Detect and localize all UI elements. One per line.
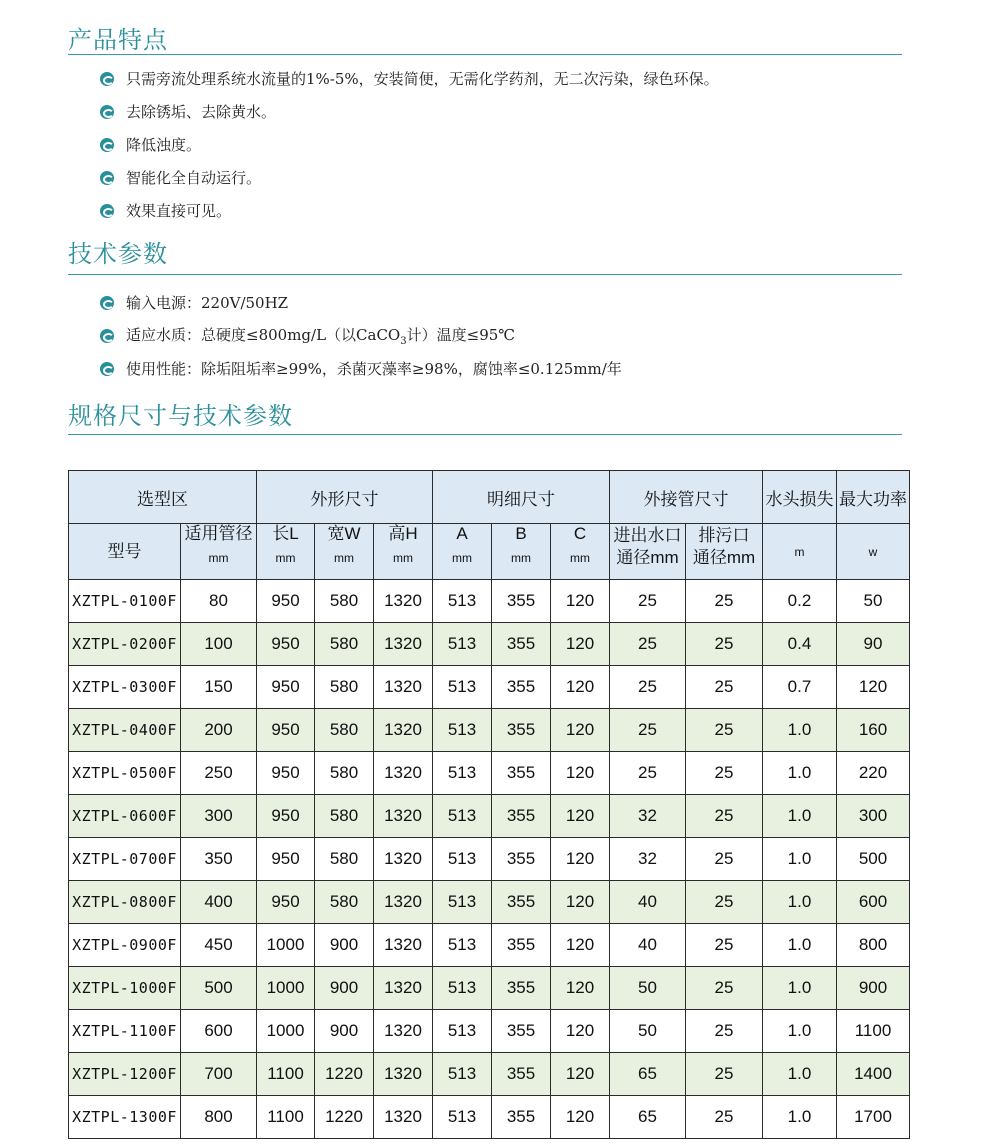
cell-head-loss: 1.0 xyxy=(763,795,837,838)
cell-pipe-diameter: 500 xyxy=(181,967,257,1010)
cell-a: 513 xyxy=(433,709,492,752)
cell-b: 355 xyxy=(492,924,551,967)
cell-pipe-diameter: 250 xyxy=(181,752,257,795)
cell-a: 513 xyxy=(433,795,492,838)
cell-inlet-outlet: 32 xyxy=(610,795,686,838)
cell-pipe-diameter: 400 xyxy=(181,881,257,924)
cell-b: 355 xyxy=(492,795,551,838)
spec-table xyxy=(68,470,910,1139)
cell-head-loss: 1.0 xyxy=(763,1096,837,1139)
cell-max-power: 1700 xyxy=(837,1096,910,1139)
col-drain: 排污口 通径mm xyxy=(686,524,763,580)
bullet-icon xyxy=(100,329,114,343)
cell-b: 355 xyxy=(492,666,551,709)
cell-height: 1320 xyxy=(374,881,433,924)
cell-pipe-diameter: 600 xyxy=(181,1010,257,1053)
group-outer-size: 外形尺寸 xyxy=(257,471,433,524)
cell-model: XZTPL-0800F xyxy=(69,881,181,924)
table-row xyxy=(69,580,910,623)
cell-drain: 25 xyxy=(686,666,763,709)
table-row xyxy=(69,881,910,924)
cell-inlet-outlet: 25 xyxy=(610,623,686,666)
cell-pipe-diameter: 350 xyxy=(181,838,257,881)
table-row xyxy=(69,623,910,666)
features-divider xyxy=(68,54,902,55)
cell-length: 950 xyxy=(257,666,315,709)
cell-a: 513 xyxy=(433,924,492,967)
cell-max-power: 1400 xyxy=(837,1053,910,1096)
cell-drain: 25 xyxy=(686,1053,763,1096)
cell-width: 580 xyxy=(315,752,374,795)
cell-model: XZTPL-0400F xyxy=(69,709,181,752)
cell-height: 1320 xyxy=(374,709,433,752)
cell-b: 355 xyxy=(492,1010,551,1053)
cell-inlet-outlet: 32 xyxy=(610,838,686,881)
table-row xyxy=(69,666,910,709)
bullet-icon xyxy=(100,171,114,185)
cell-b: 355 xyxy=(492,623,551,666)
cell-head-loss: 0.7 xyxy=(763,666,837,709)
cell-length: 1100 xyxy=(257,1053,315,1096)
cell-c: 120 xyxy=(551,967,610,1010)
cell-inlet-outlet: 40 xyxy=(610,924,686,967)
cell-head-loss: 1.0 xyxy=(763,709,837,752)
cell-drain: 25 xyxy=(686,709,763,752)
cell-pipe-diameter: 300 xyxy=(181,795,257,838)
cell-max-power: 1100 xyxy=(837,1010,910,1053)
cell-width: 1220 xyxy=(315,1053,374,1096)
feature-item: 智能化全自动运行。 xyxy=(100,161,719,194)
cell-inlet-outlet: 65 xyxy=(610,1096,686,1139)
cell-head-loss: 1.0 xyxy=(763,967,837,1010)
cell-pipe-diameter: 450 xyxy=(181,924,257,967)
col-pipe-diameter: 适用管径 mm xyxy=(181,524,257,580)
cell-head-loss: 1.0 xyxy=(763,1053,837,1096)
cell-height: 1320 xyxy=(374,967,433,1010)
tech-item-power: 输入电源：220V/50HZ xyxy=(100,286,622,319)
cell-height: 1320 xyxy=(374,752,433,795)
table-row xyxy=(69,752,910,795)
cell-height: 1320 xyxy=(374,1010,433,1053)
col-head-loss-unit: m xyxy=(763,524,837,580)
col-a: A mm xyxy=(433,524,492,580)
cell-model: XZTPL-0500F xyxy=(69,752,181,795)
cell-head-loss: 0.2 xyxy=(763,580,837,623)
cell-a: 513 xyxy=(433,881,492,924)
cell-width: 900 xyxy=(315,1010,374,1053)
tech-item-water: 适应水质：总硬度≤800mg/L（以CaCO$_3$计）温度≤95℃ xyxy=(100,319,622,352)
cell-pipe-diameter: 200 xyxy=(181,709,257,752)
cell-length: 950 xyxy=(257,709,315,752)
tech-divider xyxy=(68,274,902,275)
cell-a: 513 xyxy=(433,967,492,1010)
cell-a: 513 xyxy=(433,838,492,881)
cell-height: 1320 xyxy=(374,1053,433,1096)
cell-model: XZTPL-0700F xyxy=(69,838,181,881)
col-c: C mm xyxy=(551,524,610,580)
cell-width: 900 xyxy=(315,924,374,967)
bullet-icon xyxy=(100,204,114,218)
group-max-power: 最大功率 xyxy=(837,471,910,524)
cell-drain: 25 xyxy=(686,967,763,1010)
cell-width: 580 xyxy=(315,838,374,881)
cell-length: 950 xyxy=(257,623,315,666)
cell-height: 1320 xyxy=(374,924,433,967)
cell-c: 120 xyxy=(551,1096,610,1139)
cell-width: 1220 xyxy=(315,1096,374,1139)
cell-drain: 25 xyxy=(686,1010,763,1053)
cell-length: 950 xyxy=(257,838,315,881)
cell-pipe-diameter: 100 xyxy=(181,623,257,666)
cell-head-loss: 1.0 xyxy=(763,838,837,881)
cell-drain: 25 xyxy=(686,881,763,924)
cell-inlet-outlet: 25 xyxy=(610,709,686,752)
cell-model: XZTPL-1300F xyxy=(69,1096,181,1139)
cell-width: 580 xyxy=(315,795,374,838)
group-select: 选型区 xyxy=(69,471,257,524)
table-row xyxy=(69,1053,910,1096)
cell-height: 1320 xyxy=(374,580,433,623)
spec-title: 规格尺寸与技术参数 xyxy=(68,402,293,430)
cell-a: 513 xyxy=(433,580,492,623)
cell-inlet-outlet: 40 xyxy=(610,881,686,924)
cell-b: 355 xyxy=(492,881,551,924)
col-length: 长L mm xyxy=(257,524,315,580)
cell-max-power: 800 xyxy=(837,924,910,967)
cell-width: 580 xyxy=(315,709,374,752)
table-row xyxy=(69,924,910,967)
tech-title: 技术参数 xyxy=(68,240,168,268)
cell-max-power: 90 xyxy=(837,623,910,666)
cell-width: 580 xyxy=(315,666,374,709)
cell-height: 1320 xyxy=(374,1096,433,1139)
cell-c: 120 xyxy=(551,666,610,709)
cell-length: 1000 xyxy=(257,924,315,967)
cell-length: 950 xyxy=(257,795,315,838)
cell-b: 355 xyxy=(492,580,551,623)
cell-length: 950 xyxy=(257,752,315,795)
cell-b: 355 xyxy=(492,752,551,795)
table-header-col-row xyxy=(69,524,910,580)
spec-table-body xyxy=(69,580,910,1139)
cell-drain: 25 xyxy=(686,1096,763,1139)
cell-a: 513 xyxy=(433,1010,492,1053)
features-title: 产品特点 xyxy=(68,26,168,54)
cell-head-loss: 1.0 xyxy=(763,881,837,924)
table-header-group-row xyxy=(69,471,910,524)
cell-model: XZTPL-0200F xyxy=(69,623,181,666)
cell-model: XZTPL-1100F xyxy=(69,1010,181,1053)
cell-head-loss: 1.0 xyxy=(763,1010,837,1053)
cell-c: 120 xyxy=(551,795,610,838)
cell-b: 355 xyxy=(492,709,551,752)
cell-c: 120 xyxy=(551,838,610,881)
cell-a: 513 xyxy=(433,1053,492,1096)
cell-c: 120 xyxy=(551,881,610,924)
cell-max-power: 160 xyxy=(837,709,910,752)
cell-b: 355 xyxy=(492,1053,551,1096)
cell-width: 900 xyxy=(315,967,374,1010)
cell-head-loss: 1.0 xyxy=(763,924,837,967)
cell-pipe-diameter: 80 xyxy=(181,580,257,623)
feature-item: 效果直接可见。 xyxy=(100,194,719,227)
cell-a: 513 xyxy=(433,623,492,666)
cell-height: 1320 xyxy=(374,838,433,881)
feature-item: 只需旁流处理系统水流量的1%-5%，安装简便，无需化学药剂，无二次污染，绿色环保。 xyxy=(100,62,719,95)
tech-item-performance: 使用性能：除垢阻垢率≥99%，杀菌灭藻率≥98%，腐蚀率≤0.125mm/年 xyxy=(100,352,622,385)
cell-c: 120 xyxy=(551,1053,610,1096)
group-head-loss: 水头损失 xyxy=(763,471,837,524)
cell-c: 120 xyxy=(551,623,610,666)
spec-divider xyxy=(68,434,902,435)
cell-inlet-outlet: 25 xyxy=(610,666,686,709)
cell-pipe-diameter: 150 xyxy=(181,666,257,709)
feature-item: 去除锈垢、去除黄水。 xyxy=(100,95,719,128)
cell-width: 580 xyxy=(315,580,374,623)
group-detail-size: 明细尺寸 xyxy=(433,471,610,524)
table-row xyxy=(69,1010,910,1053)
cell-model: XZTPL-1200F xyxy=(69,1053,181,1096)
cell-drain: 25 xyxy=(686,623,763,666)
features-list xyxy=(100,62,719,227)
feature-item: 降低浊度。 xyxy=(100,128,719,161)
tech-list xyxy=(100,286,622,385)
bullet-icon xyxy=(100,138,114,152)
cell-height: 1320 xyxy=(374,623,433,666)
bullet-icon xyxy=(100,105,114,119)
cell-length: 1100 xyxy=(257,1096,315,1139)
cell-height: 1320 xyxy=(374,666,433,709)
cell-max-power: 900 xyxy=(837,967,910,1010)
col-model: 型号 xyxy=(69,524,181,580)
bullet-icon xyxy=(100,296,114,310)
cell-inlet-outlet: 25 xyxy=(610,580,686,623)
cell-a: 513 xyxy=(433,752,492,795)
cell-a: 513 xyxy=(433,1096,492,1139)
col-width: 宽W mm xyxy=(315,524,374,580)
cell-pipe-diameter: 700 xyxy=(181,1053,257,1096)
col-power-unit: w xyxy=(837,524,910,580)
cell-b: 355 xyxy=(492,838,551,881)
cell-drain: 25 xyxy=(686,580,763,623)
col-b: B mm xyxy=(492,524,551,580)
cell-drain: 25 xyxy=(686,752,763,795)
cell-pipe-diameter: 800 xyxy=(181,1096,257,1139)
table-row xyxy=(69,709,910,752)
cell-drain: 25 xyxy=(686,795,763,838)
cell-head-loss: 0.4 xyxy=(763,623,837,666)
cell-head-loss: 1.0 xyxy=(763,752,837,795)
cell-model: XZTPL-1000F xyxy=(69,967,181,1010)
cell-length: 1000 xyxy=(257,967,315,1010)
cell-a: 513 xyxy=(433,666,492,709)
cell-max-power: 600 xyxy=(837,881,910,924)
table-row xyxy=(69,1096,910,1139)
cell-max-power: 120 xyxy=(837,666,910,709)
cell-max-power: 220 xyxy=(837,752,910,795)
cell-length: 1000 xyxy=(257,1010,315,1053)
cell-height: 1320 xyxy=(374,795,433,838)
cell-model: XZTPL-0300F xyxy=(69,666,181,709)
cell-length: 950 xyxy=(257,580,315,623)
cell-b: 355 xyxy=(492,967,551,1010)
cell-model: XZTPL-0600F xyxy=(69,795,181,838)
cell-c: 120 xyxy=(551,752,610,795)
cell-c: 120 xyxy=(551,580,610,623)
cell-c: 120 xyxy=(551,709,610,752)
col-height: 高H mm xyxy=(374,524,433,580)
cell-max-power: 300 xyxy=(837,795,910,838)
table-row xyxy=(69,795,910,838)
col-inlet-outlet: 进出水口 通径mm xyxy=(610,524,686,580)
group-pipe-size: 外接管尺寸 xyxy=(610,471,763,524)
cell-model: XZTPL-0900F xyxy=(69,924,181,967)
cell-length: 950 xyxy=(257,881,315,924)
cell-c: 120 xyxy=(551,1010,610,1053)
cell-inlet-outlet: 50 xyxy=(610,1010,686,1053)
cell-c: 120 xyxy=(551,924,610,967)
table-row xyxy=(69,967,910,1010)
cell-inlet-outlet: 65 xyxy=(610,1053,686,1096)
cell-inlet-outlet: 50 xyxy=(610,967,686,1010)
cell-drain: 25 xyxy=(686,838,763,881)
cell-max-power: 500 xyxy=(837,838,910,881)
bullet-icon xyxy=(100,72,114,86)
cell-width: 580 xyxy=(315,881,374,924)
cell-max-power: 50 xyxy=(837,580,910,623)
bullet-icon xyxy=(100,362,114,376)
cell-b: 355 xyxy=(492,1096,551,1139)
cell-inlet-outlet: 25 xyxy=(610,752,686,795)
cell-model: XZTPL-0100F xyxy=(69,580,181,623)
cell-drain: 25 xyxy=(686,924,763,967)
table-row xyxy=(69,838,910,881)
cell-width: 580 xyxy=(315,623,374,666)
